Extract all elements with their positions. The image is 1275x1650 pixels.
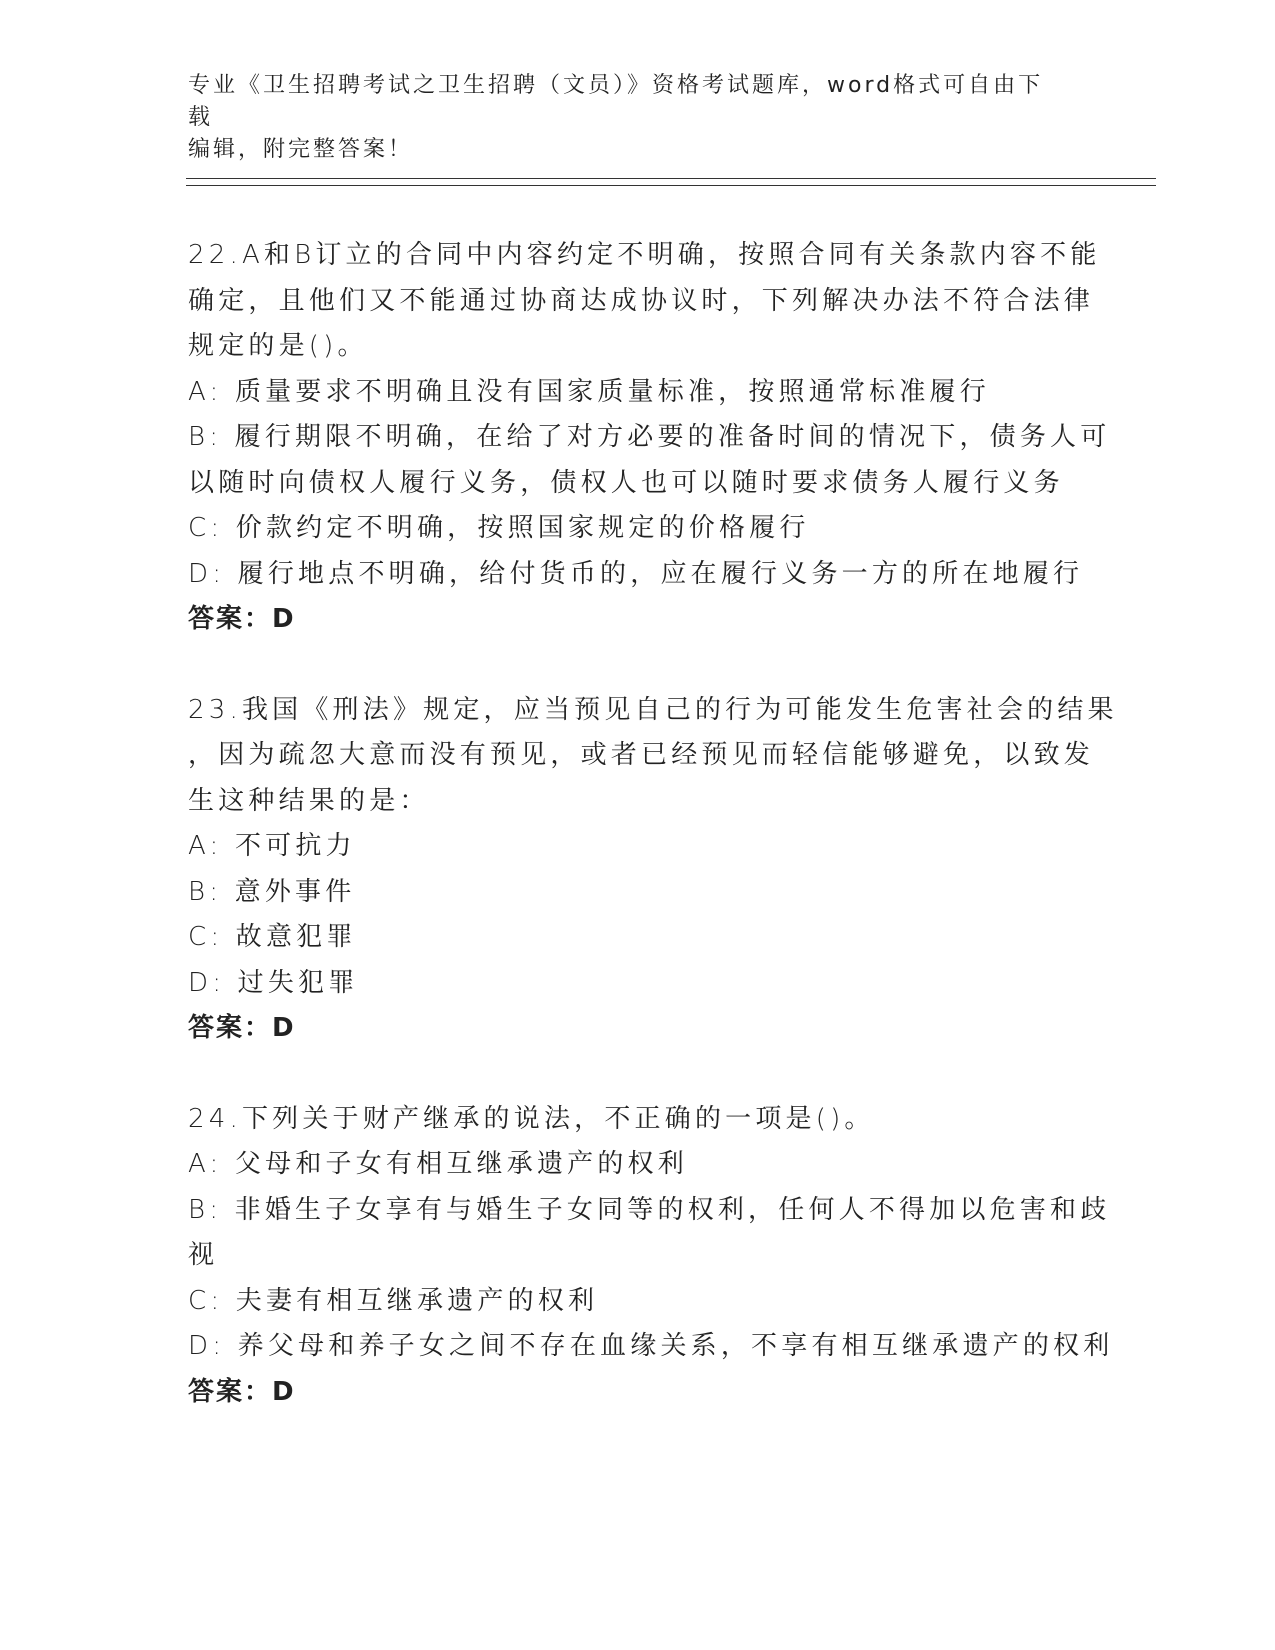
answer-label: 答案：D [188, 604, 296, 634]
answer-label: 答案：D [188, 1376, 296, 1407]
question-22 [188, 233, 1111, 643]
option-d: D: 养父母和养子女之间不存在血缘关系，不享有相互继承遗产的权利 [188, 1331, 1114, 1361]
question-stem-line: 23.我国《刑法》规定，应当预见自己的行为可能发生危害社会的结果 [188, 694, 1118, 725]
question-stem-line: ，因为疏忽大意而没有预见，或者已经预见而轻信能够避免，以致发 [188, 740, 1095, 770]
header-line-2: 编辑，附完整答案！ [188, 137, 414, 162]
question-stem-line: 22.A和B订立的合同中内容约定不明确，按照合同有关条款内容不能 [188, 240, 1101, 270]
option-b-continued: 以随时向债权人履行义务，债权人也可以随时要求债务人履行义务 [188, 467, 1064, 498]
header-divider [186, 178, 1156, 186]
answer-label: 答案：D [188, 1013, 296, 1043]
option-d: D: 过失犯罪 [188, 967, 359, 998]
option-c: C: 价款约定不明确，按照国家规定的价格履行 [188, 513, 810, 543]
question-stem-line: 规定的是()。 [188, 331, 368, 361]
question-stem-line: 生这种结果的是： [188, 785, 430, 816]
document-header [188, 70, 1068, 166]
question-23 [188, 688, 1118, 1052]
question-list [188, 233, 1118, 1460]
option-a: A: 父母和子女有相互继承遗产的权利 [188, 1149, 688, 1179]
option-b: B: 意外事件 [188, 876, 356, 907]
option-c: C: 故意犯罪 [188, 922, 357, 952]
question-24 [188, 1097, 1114, 1416]
option-a: A: 不可抗力 [188, 831, 356, 861]
question-stem-line: 确定，且他们又不能通过协商达成协议时，下列解决办法不符合法律 [188, 285, 1095, 316]
option-b-continued: 视 [188, 1240, 219, 1270]
option-b: B: 非婚生子女享有与婚生子女同等的权利，任何人不得加以危害和歧 [188, 1194, 1111, 1225]
option-b: B: 履行期限不明确，在给了对方必要的准备时间的情况下，债务人可 [188, 422, 1111, 452]
option-a: A: 质量要求不明确且没有国家质量标准，按照通常标准履行 [188, 376, 990, 407]
header-line-1: 专业《卫生招聘考试之卫生招聘（文员）》资格考试题库，word格式可自由下载 [188, 73, 1044, 130]
option-c: C: 夫妻有相互继承遗产的权利 [188, 1285, 599, 1316]
question-stem-line: 24.下列关于财产继承的说法，不正确的一项是()。 [188, 1103, 875, 1134]
option-d: D: 履行地点不明确，给付货币的，应在履行义务一方的所在地履行 [188, 558, 1084, 589]
